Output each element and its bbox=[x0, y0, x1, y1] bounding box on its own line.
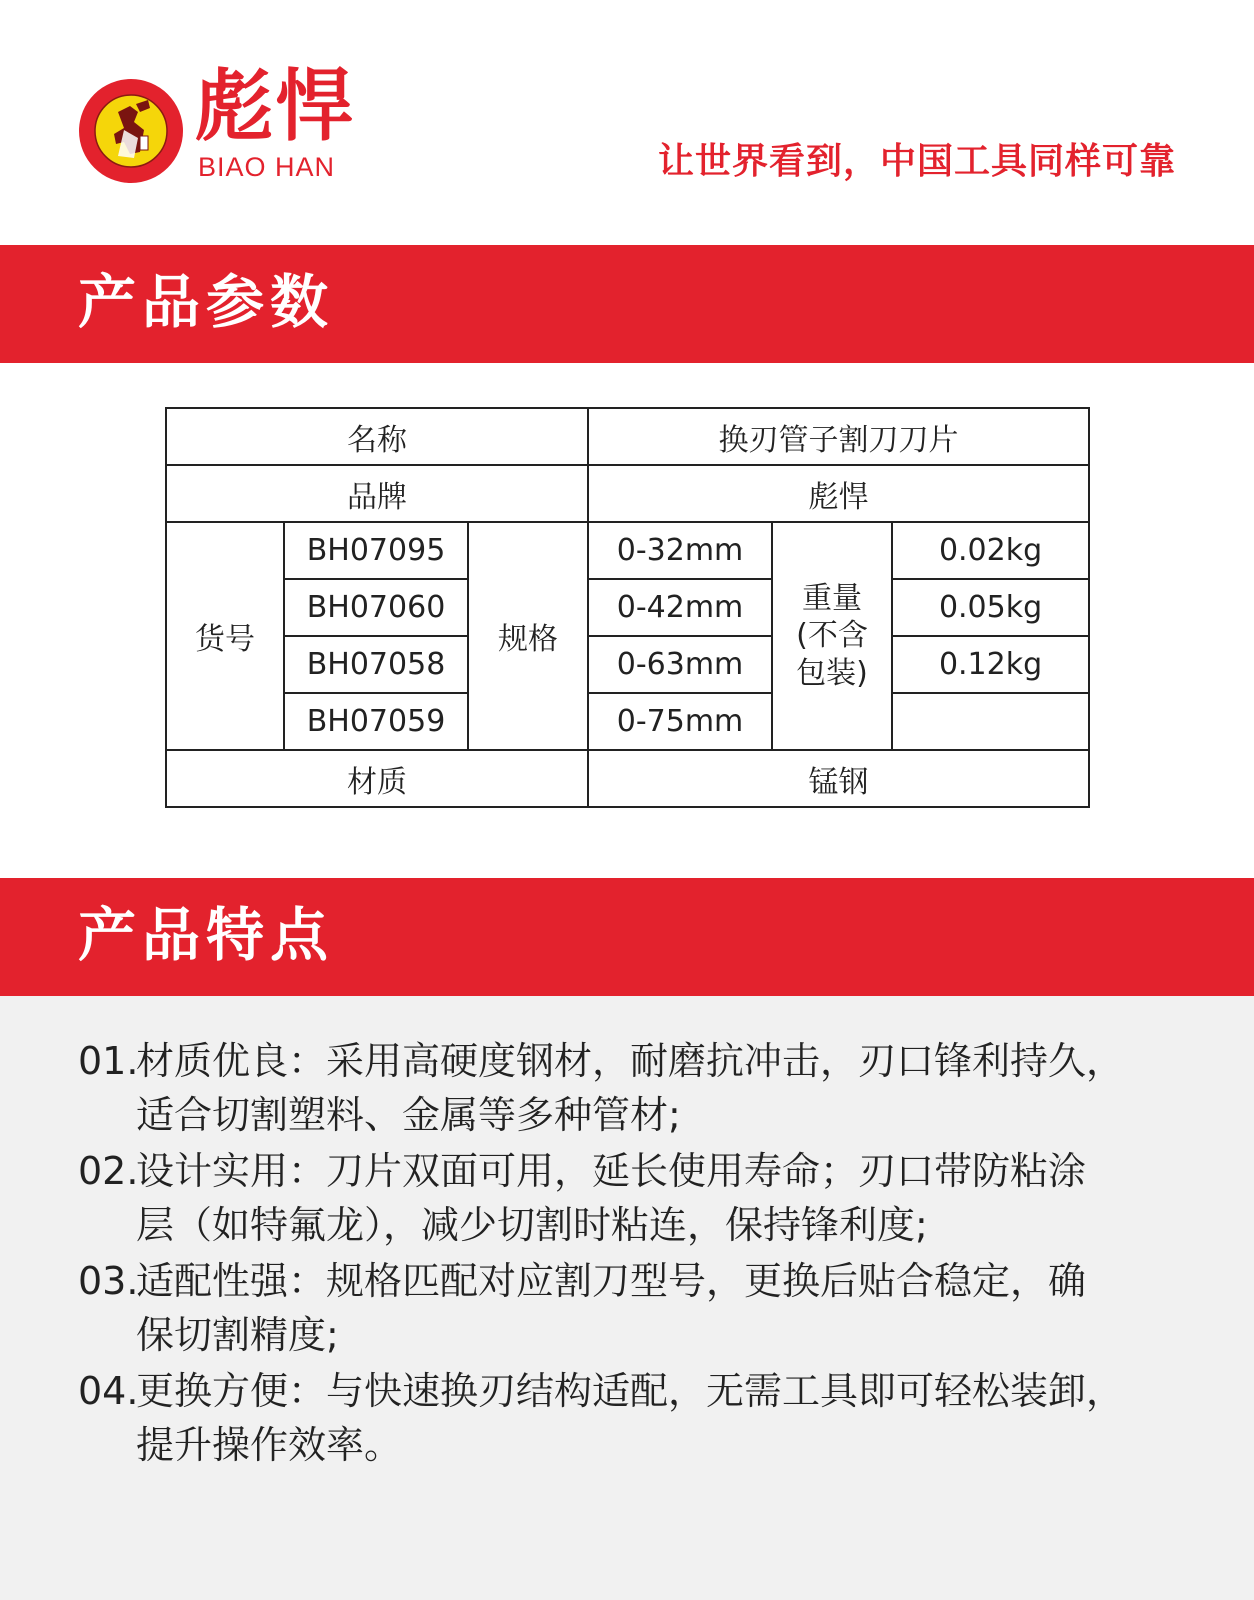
sku-cell: BH07059 bbox=[284, 693, 468, 750]
name-label-cell: 名称 bbox=[166, 408, 588, 465]
feature-item bbox=[78, 1034, 1188, 1142]
feature-text-continued: 适合切割塑料、金属等多种管材; bbox=[136, 1093, 681, 1137]
brand-badge-icon bbox=[78, 78, 184, 184]
spec-cell: 0-42mm bbox=[588, 579, 772, 636]
table-row bbox=[166, 693, 1089, 750]
name-value-cell: 换刃管子割刀刀片 bbox=[588, 408, 1089, 465]
feature-line bbox=[78, 1144, 1188, 1198]
spec-label-cell: 规格 bbox=[468, 522, 588, 750]
spec-cell: 0-75mm bbox=[588, 693, 772, 750]
weight-cell: 0.12kg bbox=[892, 636, 1089, 693]
feature-number: 02. bbox=[78, 1149, 139, 1193]
weight-cell: 0.05kg bbox=[892, 579, 1089, 636]
weight-label-text: 重量(不含包装) bbox=[796, 580, 868, 691]
feature-text-continued: 层（如特氟龙），减少切割时粘连，保持锋利度; bbox=[136, 1203, 928, 1247]
feature-number: 03. bbox=[78, 1259, 139, 1303]
brand-logo bbox=[78, 61, 378, 186]
spec-cell: 0-32mm bbox=[588, 522, 772, 579]
sku-label-cell: 货号 bbox=[166, 522, 284, 750]
params-section-title: 产品参数 bbox=[78, 268, 335, 336]
feature-text: 适配性强：规格匹配对应割刀型号，更换后贴合稳定，确 bbox=[136, 1259, 1087, 1303]
feature-line bbox=[78, 1034, 1188, 1088]
brand-name-cn: 彪悍 bbox=[195, 61, 356, 152]
feature-text-continued: 保切割精度; bbox=[136, 1313, 339, 1357]
features-section-header bbox=[0, 878, 1254, 996]
brand-name-en: BIAO HAN bbox=[198, 152, 336, 182]
brand-slogan: 让世界看到，中国工具同样可靠 bbox=[657, 141, 1176, 182]
brand-value-cell: 彪悍 bbox=[588, 465, 1089, 522]
feature-number: 01. bbox=[78, 1039, 139, 1083]
params-section-header bbox=[0, 245, 1254, 363]
sku-cell: BH07058 bbox=[284, 636, 468, 693]
params-section bbox=[0, 363, 1254, 878]
table-row bbox=[166, 522, 1089, 579]
table-row bbox=[166, 636, 1089, 693]
page-header bbox=[0, 0, 1254, 245]
feature-item bbox=[78, 1144, 1188, 1252]
spec-cell: 0-63mm bbox=[588, 636, 772, 693]
material-value-cell: 锰钢 bbox=[588, 750, 1089, 807]
sku-cell: BH07095 bbox=[284, 522, 468, 579]
brand-label-cell: 品牌 bbox=[166, 465, 588, 522]
feature-text: 材质优良：采用高硬度钢材，耐磨抗冲击，刃口锋利持久， bbox=[136, 1039, 1125, 1083]
weight-cell bbox=[892, 693, 1089, 750]
weight-cell: 0.02kg bbox=[892, 522, 1089, 579]
weight-label-cell bbox=[772, 522, 892, 750]
feature-item bbox=[78, 1254, 1188, 1362]
table-row bbox=[166, 465, 1089, 522]
feature-item bbox=[78, 1364, 1188, 1472]
table-row bbox=[166, 750, 1089, 807]
feature-text: 更换方便：与快速换刃结构适配，无需工具即可轻松装卸， bbox=[136, 1369, 1125, 1413]
feature-line bbox=[78, 1364, 1188, 1418]
material-label-cell: 材质 bbox=[166, 750, 588, 807]
table-row bbox=[166, 408, 1089, 465]
sku-cell: BH07060 bbox=[284, 579, 468, 636]
spec-table bbox=[165, 407, 1090, 808]
features-section bbox=[0, 996, 1254, 1600]
feature-number: 04. bbox=[78, 1369, 139, 1413]
feature-line bbox=[78, 1254, 1188, 1308]
table-row bbox=[166, 579, 1089, 636]
features-section-title: 产品特点 bbox=[78, 901, 335, 969]
feature-text: 设计实用：刀片双面可用，延长使用寿命；刃口带防粘涂 bbox=[136, 1149, 1087, 1193]
feature-text-continued: 提升操作效率。 bbox=[136, 1423, 403, 1467]
